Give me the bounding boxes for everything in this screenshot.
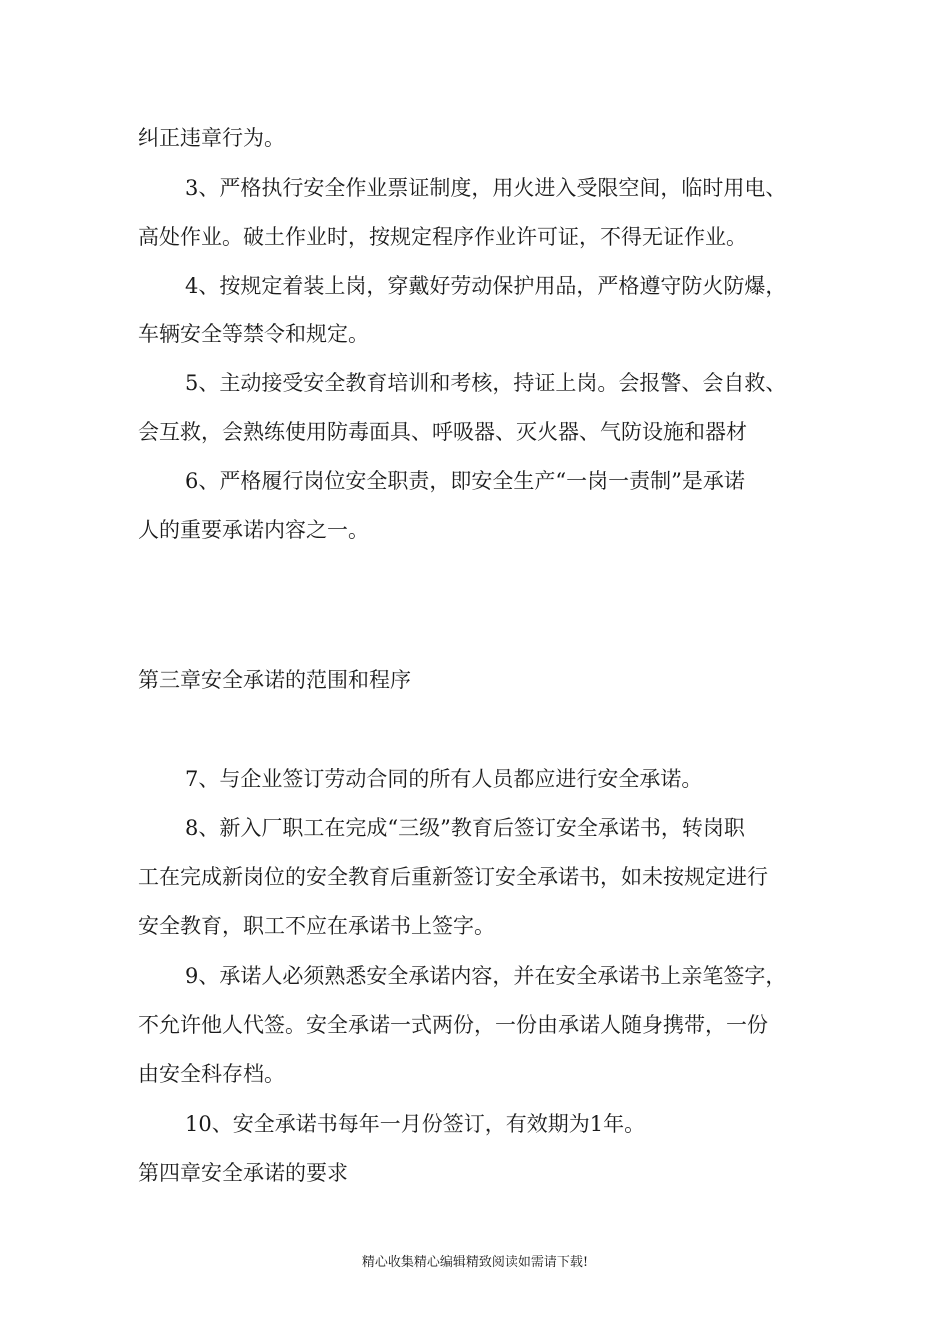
paragraph-line: 不允许他人代签。安全承诺一式两份，一份由承诺人随身携带，一份: [138, 1013, 768, 1037]
paragraph-line: 7、与企业签订劳动合同的所有人员都应进行安全承诺。: [185, 767, 703, 791]
paragraph-line: 8、新入厂职工在完成“三级”教育后签订安全承诺书，转岗职: [185, 816, 745, 840]
page-footer: 精心收集精心编辑精致阅读如需请下载!: [361, 1255, 589, 1270]
paragraph-line: 由安全科存档。: [138, 1062, 285, 1086]
paragraph-line: 纠正违章行为。: [138, 126, 285, 150]
paragraph-line: 5、主动接受安全教育培训和考核，持证上岗。会报警、会自救、: [185, 371, 787, 395]
paragraph-line: 4、按规定着装上岗，穿戴好劳动保护用品，严格遵守防火防爆，: [185, 274, 787, 298]
paragraph-line: 人的重要承诺内容之一。: [138, 518, 369, 542]
paragraph-line: 车辆安全等禁令和规定。: [138, 322, 369, 346]
chapter-heading: 第三章安全承诺的范围和程序: [138, 668, 411, 692]
paragraph-line: 会互救，会熟练使用防毒面具、呼吸器、灭火器、气防设施和器材: [138, 420, 747, 444]
paragraph-line: 工在完成新岗位的安全教育后重新签订安全承诺书，如未按规定进行: [138, 865, 768, 889]
paragraph-line: 9、承诺人必须熟悉安全承诺内容，并在安全承诺书上亲笔签字，: [185, 964, 787, 988]
paragraph-line: 3、严格执行安全作业票证制度，用火进入受限空间，临时用电、: [185, 176, 787, 200]
paragraph-line: 10、安全承诺书每年一月份签订，有效期为1年。: [185, 1112, 646, 1136]
chapter-heading: 第四章安全承诺的要求: [138, 1161, 348, 1185]
paragraph-line: 高处作业。破土作业时，按规定程序作业许可证，不得无证作业。: [138, 225, 747, 249]
paragraph-line: 6、严格履行岗位安全职责，即安全生产“一岗一责制”是承诺: [185, 469, 745, 493]
paragraph-line: 安全教育，职工不应在承诺书上签字。: [138, 914, 495, 938]
